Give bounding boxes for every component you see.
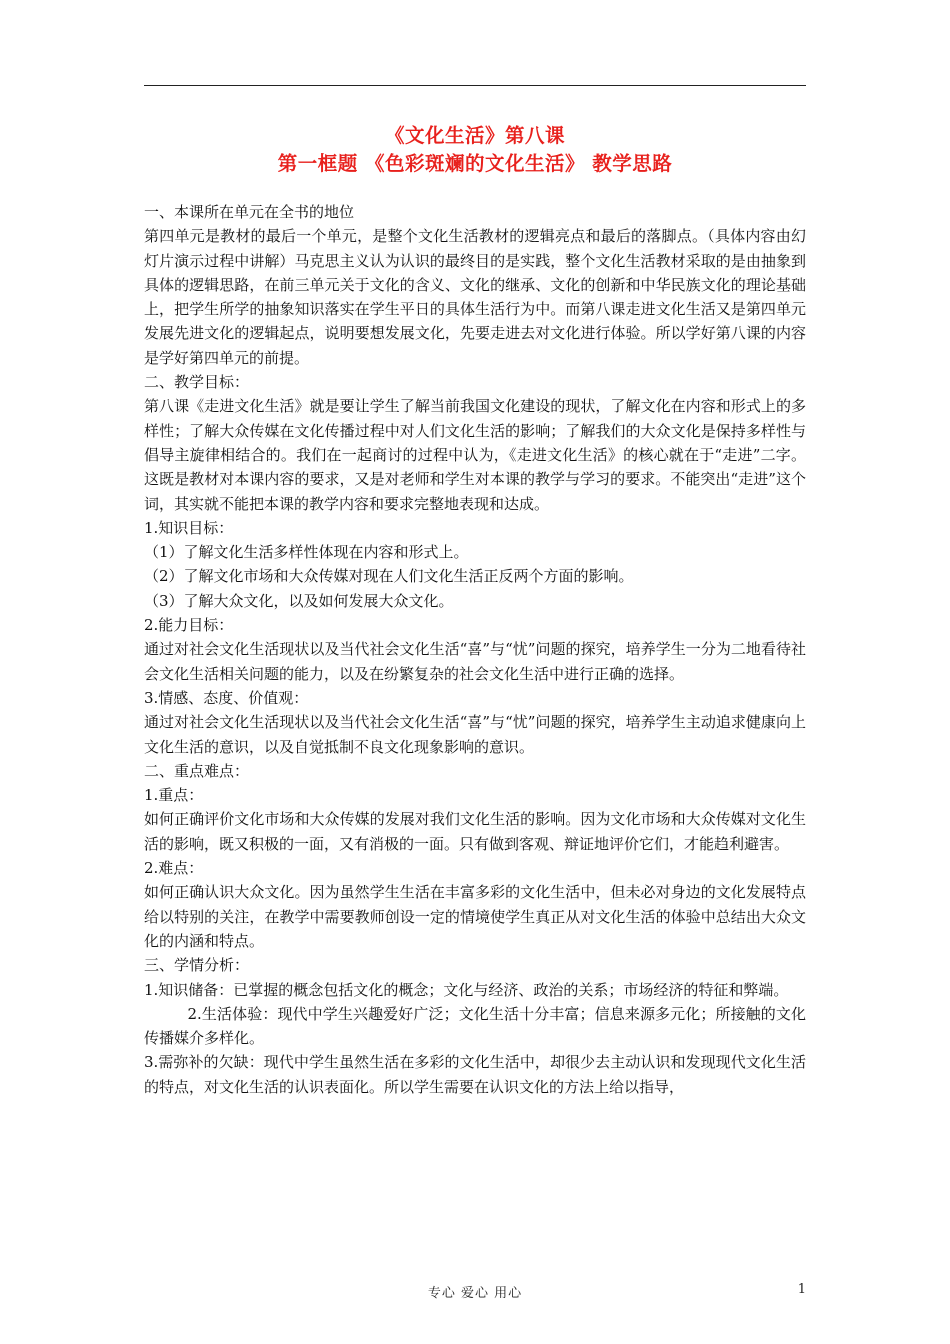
- subheading: 3.情感、态度、价值观：: [144, 688, 309, 707]
- section-heading: 三、学情分析：: [144, 956, 250, 975]
- paragraph: 如何正确认识大众文化。因为虽然学生生活在丰富多彩的文化生活中，但未必对身边的文化发展特点给以特别的关注，在教学中需要教师创设一定的情境使学生真正从对文化生活的体验中总结出大众文化的内涵和特点。: [144, 883, 806, 950]
- subheading: 1.重点：: [144, 786, 204, 805]
- paragraph: 通过对社会文化生活现状以及当代社会文化生活“喜”与“忧”问题的探究，培养学生一分为二地看待社会文化生活相关问题的能力，以及在纷繁复杂的社会文化生活中进行正确的选择。: [144, 640, 806, 683]
- footer-text: 专心 爱心 用心: [427, 1286, 523, 1301]
- section-heading: 二、重点难点：: [144, 761, 250, 780]
- paragraph: 3.需弥补的欠缺：现代中学生虽然生活在多彩的文化生活中，却很少去主动认识和发现现代文化生活的特点，对文化生活的认识表面化。所以学生需要在认识文化的方法上给以指导，: [144, 1053, 806, 1096]
- paragraph: 第四单元是教材的最后一个单元，是整个文化生活教材的逻辑亮点和最后的落脚点。（具体内容由幻灯片演示过程中讲解）马克思主义认为认识的最终目的是实践，整个文化生活教材采取的是由抽象到具体的逻辑思路，在前三单元关于文化的含义、文化的继承、文化的创新和中华民族文化的理论基础上，把学生所学的抽象知识落实在学生平日的具体生活行为中。而第八课走进文化生活又是第四单元发展先进文化的逻辑起点，说明要想发展文化，先要走进去对文化进行体验。所以学好第八课的内容是学好第四单元的前提。: [144, 227, 806, 367]
- page-number: 1: [797, 1282, 806, 1297]
- paragraph: 第八课《走进文化生活》就是要让学生了解当前我国文化建设的现状，了解文化在内容和形式上的多样性；了解大众传媒在文化传播过程中对人们文化生活的影响；了解我们的大众文化是保持多样性与倡导主旋律相结合的。我们在一起商讨的过程中认为，《走进文化生活》的核心就在于“走进”二字。这既是教材对本课内容的要求，又是对老师和学生对本课的教学与学习的要求。不能突出“走进”这个词，其实就不能把本课的教学内容和要求完整地表现和达成。: [144, 397, 806, 513]
- paragraph: 1.知识储备：已掌握的概念包括文化的概念；文化与经济、政治的关系；市场经济的特征和弊端。: [144, 980, 789, 999]
- list-item: （3）了解大众文化，以及如何发展大众文化。: [144, 591, 454, 610]
- subheading: 2.能力目标：: [144, 616, 234, 635]
- paragraph: 通过对社会文化生活现状以及当代社会文化生活“喜”与“忧”问题的探究，培养学生主动追求健康向上文化生活的意识，以及自觉抵制不良文化现象影响的意识。: [144, 713, 806, 756]
- paragraph: 2.生活体验：现代中学生兴趣爱好广泛；文化生活十分丰富；信息来源多元化；所接触的文化传播媒介多样化。: [144, 1004, 806, 1048]
- list-item: （2）了解文化市场和大众传媒对现在人们文化生活正反两个方面的影响。: [144, 567, 634, 586]
- document-subtitle: 第一框题 《色彩斑斓的文化生活》 教学思路: [277, 152, 673, 175]
- document-title: 《文化生活》第八课: [384, 124, 565, 147]
- section-heading: 二、教学目标：: [144, 373, 250, 392]
- list-item: （1）了解文化生活多样性体现在内容和形式上。: [144, 543, 469, 562]
- section-heading: 一、本课所在单元在全书的地位: [144, 203, 355, 221]
- document-body: [144, 200, 806, 1099]
- header-rule: [144, 85, 806, 86]
- subheading: 2.难点：: [144, 859, 204, 878]
- paragraph: 如何正确评价文化市场和大众传媒的发展对我们文化生活的影响。因为文化市场和大众传媒对文化生活的影响，既又积极的一面，又有消极的一面。只有做到客观、辩证地评价它们，才能趋利避害。: [144, 810, 806, 853]
- subheading: 1.知识目标：: [144, 518, 234, 537]
